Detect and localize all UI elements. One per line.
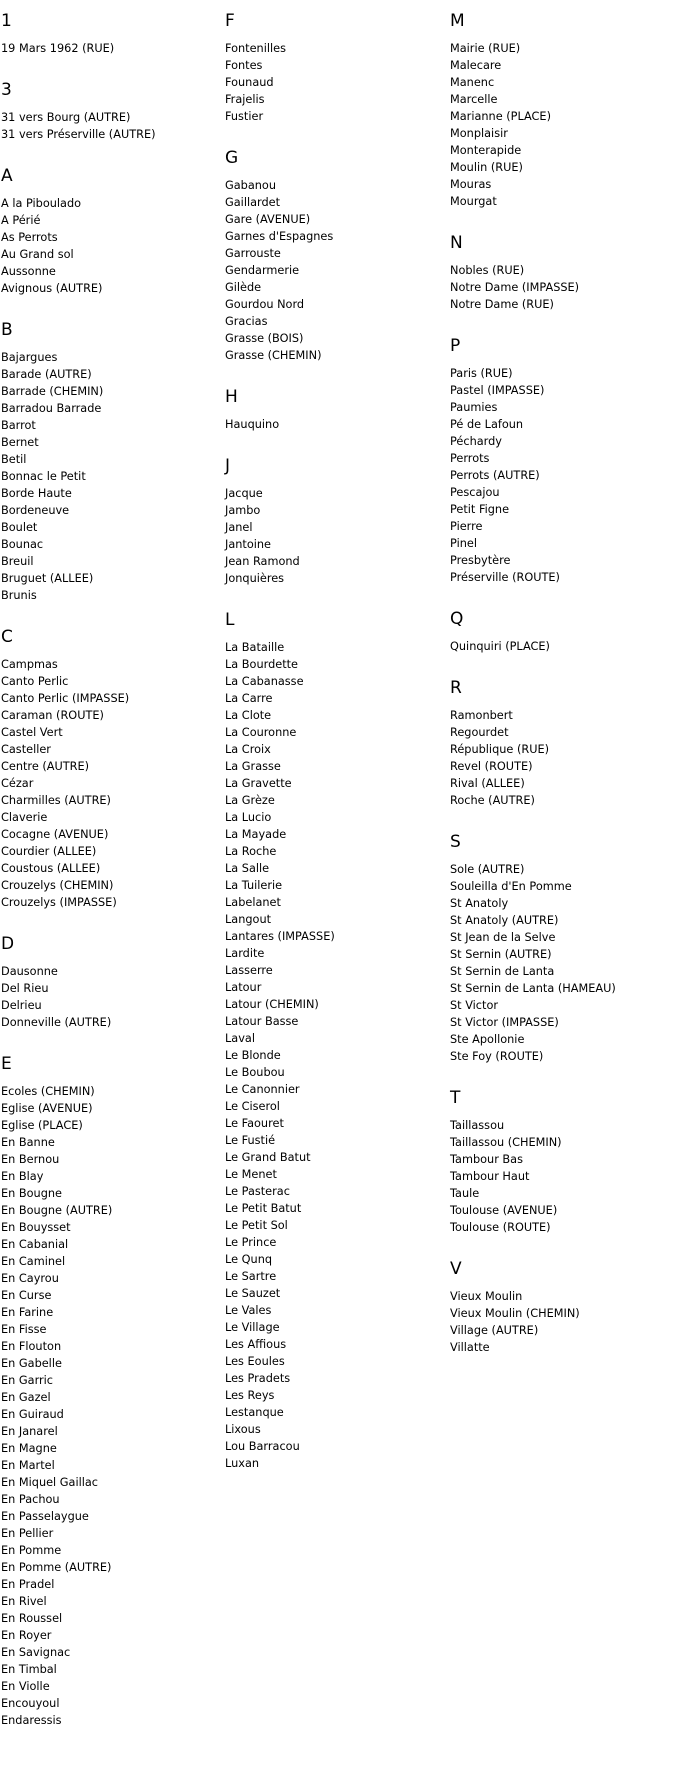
street-link[interactable]: Paris (RUE) — [450, 367, 513, 380]
letter-heading: H — [225, 387, 238, 407]
street-link[interactable]: En Pomme — [1, 1544, 62, 1557]
letter-heading: T — [450, 1088, 461, 1108]
street-link[interactable]: Toulouse (AVENUE) — [450, 1204, 558, 1217]
street-link[interactable]: Latour (CHEMIN) — [225, 998, 319, 1011]
street-link[interactable]: 19 Mars 1962 (RUE) — [1, 42, 115, 55]
street-link[interactable]: Betil — [1, 453, 27, 466]
street-link[interactable]: La Gravette — [225, 777, 292, 790]
street-link[interactable]: Paumies — [450, 401, 498, 414]
street-link[interactable]: Monplaisir — [450, 127, 508, 140]
street-link[interactable]: En Roussel — [1, 1612, 63, 1625]
street-link[interactable]: Crouzelys (CHEMIN) — [1, 879, 114, 892]
street-list — [450, 1117, 670, 1236]
letter-group — [225, 10, 445, 125]
street-link[interactable]: Jantoine — [225, 538, 272, 551]
index-column — [450, 10, 670, 1378]
street-link[interactable]: La Grèze — [225, 794, 275, 807]
street-list — [1, 656, 221, 911]
street-link[interactable]: Eglise (PLACE) — [1, 1119, 83, 1132]
street-link[interactable]: Barrade (CHEMIN) — [1, 385, 104, 398]
index-column — [1, 10, 221, 1751]
letter-group — [450, 677, 670, 809]
letter-group — [450, 10, 670, 210]
street-link[interactable]: Le Village — [225, 1321, 280, 1334]
street-link[interactable]: Boulet — [1, 521, 38, 534]
street-link[interactable]: Perrots (AUTRE) — [450, 469, 540, 482]
street-link[interactable]: En Bougne — [1, 1187, 62, 1200]
street-link[interactable]: Les Pradets — [225, 1372, 291, 1385]
street-link[interactable]: Ecoles (CHEMIN) — [1, 1085, 95, 1098]
street-link[interactable]: Mourgat — [450, 195, 497, 208]
street-link[interactable]: Toulouse (ROUTE) — [450, 1221, 551, 1234]
letter-heading: D — [1, 934, 15, 954]
street-link[interactable]: Regourdet — [450, 726, 509, 739]
street-link[interactable]: Pastel (IMPASSE) — [450, 384, 545, 397]
street-link[interactable]: Claverie — [1, 811, 48, 824]
street-link[interactable]: St Anatoly (AUTRE) — [450, 914, 559, 927]
letter-group — [225, 147, 445, 364]
street-link[interactable]: Gabanou — [225, 179, 277, 192]
street-link[interactable]: Borde Haute — [1, 487, 72, 500]
letter-group — [450, 608, 670, 655]
street-link[interactable]: Moulin (RUE) — [450, 161, 523, 174]
letter-heading: L — [225, 610, 235, 630]
street-link[interactable]: Presbytère — [450, 554, 511, 567]
street-link[interactable]: Vieux Moulin (CHEMIN) — [450, 1307, 580, 1320]
street-link[interactable]: Labelanet — [225, 896, 281, 909]
street-link[interactable]: Brunis — [1, 589, 37, 602]
street-link[interactable]: Le Prince — [225, 1236, 277, 1249]
street-link[interactable]: As Perrots — [1, 231, 58, 244]
street-link[interactable]: Gourdou Nord — [225, 298, 305, 311]
street-link[interactable]: Le Boubou — [225, 1066, 285, 1079]
street-link[interactable]: Bordeneuve — [1, 504, 70, 517]
street-link[interactable]: Revel (ROUTE) — [450, 760, 533, 773]
letter-heading: S — [450, 832, 461, 852]
street-link[interactable]: En Caminel — [1, 1255, 66, 1268]
street-link[interactable]: Courdier (ALLEE) — [1, 845, 97, 858]
street-link[interactable]: En Garric — [1, 1374, 54, 1387]
street-link[interactable]: Grasse (BOIS) — [225, 332, 304, 345]
street-link[interactable]: En Magne — [1, 1442, 57, 1455]
letter-group — [225, 609, 445, 1472]
street-link[interactable]: Le Fustié — [225, 1134, 276, 1147]
letter-heading: G — [225, 148, 239, 168]
letter-group — [450, 232, 670, 313]
street-link[interactable]: Ste Apollonie — [450, 1033, 525, 1046]
street-link[interactable]: En Bougne (AUTRE) — [1, 1204, 113, 1217]
street-link[interactable]: En Gazel — [1, 1391, 51, 1404]
street-link[interactable]: La Bataille — [225, 641, 285, 654]
street-link[interactable]: Notre Dame (RUE) — [450, 298, 554, 311]
street-link[interactable]: En Cabanial — [1, 1238, 69, 1251]
street-link[interactable]: Le Qunq — [225, 1253, 273, 1266]
street-list — [450, 365, 670, 586]
street-list — [1, 1083, 221, 1729]
street-link[interactable]: La Bourdette — [225, 658, 299, 671]
street-link[interactable]: St Victor — [450, 999, 499, 1012]
street-link[interactable]: Villatte — [450, 1341, 490, 1354]
street-link[interactable]: Lixous — [225, 1423, 261, 1436]
street-link[interactable]: Del Rieu — [1, 982, 49, 995]
street-link[interactable]: En Rivel — [1, 1595, 47, 1608]
street-link[interactable]: Perrots — [450, 452, 490, 465]
street-link[interactable]: Sole (AUTRE) — [450, 863, 525, 876]
street-link[interactable]: Bruguet (ALLEE) — [1, 572, 94, 585]
street-link[interactable]: Gilède — [225, 281, 262, 294]
street-link[interactable]: Malecare — [450, 59, 502, 72]
street-link[interactable]: Eglise (AVENUE) — [1, 1102, 93, 1115]
street-link[interactable]: Laval — [225, 1032, 255, 1045]
street-link[interactable]: Quinquiri (PLACE) — [450, 640, 550, 653]
street-link[interactable]: En Martel — [1, 1459, 55, 1472]
street-link[interactable]: Souleilla d'En Pomme — [450, 880, 572, 893]
street-link[interactable]: Ste Foy (ROUTE) — [450, 1050, 544, 1063]
letter-heading: J — [225, 456, 231, 476]
street-link[interactable]: Jonquières — [225, 572, 285, 585]
street-link[interactable]: Barradou Barrade — [1, 402, 102, 415]
street-link[interactable]: En Passelaygue — [1, 1510, 89, 1523]
street-link[interactable]: Garnes d'Espagnes — [225, 230, 334, 243]
street-link[interactable]: En Timbal — [1, 1663, 57, 1676]
street-link[interactable]: En Cayrou — [1, 1272, 59, 1285]
street-link[interactable]: Le Sauzet — [225, 1287, 281, 1300]
street-link[interactable]: Le Sartre — [225, 1270, 277, 1283]
street-link[interactable]: Roche (AUTRE) — [450, 794, 535, 807]
street-link[interactable]: Le Grand Batut — [225, 1151, 311, 1164]
street-link[interactable]: Le Petit Sol — [225, 1219, 288, 1232]
letter-group — [1, 10, 221, 57]
street-list — [450, 707, 670, 809]
letter-heading: F — [225, 11, 235, 31]
street-link[interactable]: En Pellier — [1, 1527, 54, 1540]
street-link[interactable]: En Pachou — [1, 1493, 60, 1506]
street-link[interactable]: Encouyoul — [1, 1697, 60, 1710]
street-link[interactable]: Pé de Lafoun — [450, 418, 524, 431]
letter-heading: C — [1, 627, 13, 647]
street-link[interactable]: En Janarel — [1, 1425, 58, 1438]
street-link[interactable]: Fontes — [225, 59, 263, 72]
letter-heading: M — [450, 11, 465, 31]
letter-group — [1, 1053, 221, 1729]
street-link[interactable]: Coustous (ALLEE) — [1, 862, 101, 875]
street-link[interactable]: Ramonbert — [450, 709, 513, 722]
letter-heading: R — [450, 678, 462, 698]
street-link[interactable]: Langout — [225, 913, 272, 926]
letter-heading: N — [450, 233, 463, 253]
letter-group — [1, 319, 221, 604]
street-link[interactable]: Lardite — [225, 947, 265, 960]
street-link[interactable]: En Curse — [1, 1289, 52, 1302]
street-link[interactable]: La Clote — [225, 709, 272, 722]
street-link[interactable]: St Victor (IMPASSE) — [450, 1016, 559, 1029]
street-link[interactable]: Barade (AUTRE) — [1, 368, 92, 381]
letter-heading: E — [1, 1054, 12, 1074]
street-link[interactable]: En Gabelle — [1, 1357, 62, 1370]
street-list — [225, 177, 445, 364]
street-link[interactable]: Bajargues — [1, 351, 58, 364]
street-link[interactable]: Le Ciserol — [225, 1100, 280, 1113]
letter-group — [450, 335, 670, 586]
street-link[interactable]: Frajelis — [225, 93, 265, 106]
street-link[interactable]: Le Menet — [225, 1168, 277, 1181]
street-link[interactable]: Mouras — [450, 178, 492, 191]
street-link[interactable]: Au Grand sol — [1, 248, 74, 261]
street-link[interactable]: En Miquel Gaillac — [1, 1476, 99, 1489]
street-link[interactable]: Vieux Moulin — [450, 1290, 523, 1303]
street-link[interactable]: Caraman (ROUTE) — [1, 709, 104, 722]
letter-heading: B — [1, 320, 13, 340]
street-link[interactable]: Grasse (CHEMIN) — [225, 349, 322, 362]
street-link[interactable]: St Sernin de Lanta — [450, 965, 555, 978]
letter-group — [1, 165, 221, 297]
street-link[interactable]: En Royer — [1, 1629, 52, 1642]
street-link[interactable]: Monterapide — [450, 144, 522, 157]
street-link[interactable]: St Jean de la Selve — [450, 931, 556, 944]
street-link[interactable]: Jambo — [225, 504, 261, 517]
street-link[interactable]: Taillassou — [450, 1119, 505, 1132]
street-link[interactable]: Avignous (AUTRE) — [1, 282, 103, 295]
street-link[interactable]: Taillassou (CHEMIN) — [450, 1136, 562, 1149]
letter-group — [1, 626, 221, 911]
street-list — [1, 963, 221, 1031]
street-link[interactable]: 31 vers Préserville (AUTRE) — [1, 128, 156, 141]
street-link[interactable]: En Savignac — [1, 1646, 71, 1659]
street-link[interactable]: La Tuilerie — [225, 879, 283, 892]
street-link[interactable]: Castel Vert — [1, 726, 63, 739]
street-link[interactable]: Marcelle — [450, 93, 498, 106]
street-link[interactable]: Casteller — [1, 743, 51, 756]
street-link[interactable]: Village (AUTRE) — [450, 1324, 539, 1337]
letter-group — [450, 1087, 670, 1236]
street-link[interactable]: En Farine — [1, 1306, 54, 1319]
street-link[interactable]: Tambour Haut — [450, 1170, 530, 1183]
street-link[interactable]: En Bouysset — [1, 1221, 71, 1234]
street-list — [1, 40, 221, 57]
street-link[interactable]: Dausonne — [1, 965, 58, 978]
street-link[interactable]: A la Piboulado — [1, 197, 82, 210]
street-link[interactable]: Cézar — [1, 777, 34, 790]
street-link[interactable]: St Sernin (AUTRE) — [450, 948, 552, 961]
street-link[interactable]: Lestanque — [225, 1406, 284, 1419]
street-link[interactable]: La Roche — [225, 845, 277, 858]
street-link[interactable]: Préserville (ROUTE) — [450, 571, 560, 584]
street-link[interactable]: Latour Basse — [225, 1015, 299, 1028]
street-link[interactable]: Mairie (RUE) — [450, 42, 521, 55]
street-link[interactable]: Pinel — [450, 537, 477, 550]
street-link[interactable]: Breuil — [1, 555, 34, 568]
street-link[interactable]: La Cabanasse — [225, 675, 304, 688]
street-link[interactable]: Founaud — [225, 76, 274, 89]
street-link[interactable]: A Périé — [1, 214, 41, 227]
street-list — [1, 195, 221, 297]
letter-group — [1, 933, 221, 1031]
letter-group — [1, 79, 221, 143]
street-link[interactable]: La Mayade — [225, 828, 287, 841]
street-link[interactable]: Le Canonnier — [225, 1083, 300, 1096]
street-link[interactable]: Bernet — [1, 436, 39, 449]
street-link[interactable]: La Couronne — [225, 726, 297, 739]
letter-heading: V — [450, 1259, 462, 1279]
street-link[interactable]: Petit Figne — [450, 503, 510, 516]
letter-group — [225, 386, 445, 433]
street-link[interactable]: Charmilles (AUTRE) — [1, 794, 111, 807]
street-list — [225, 485, 445, 587]
street-link[interactable]: République (RUE) — [450, 743, 550, 756]
letter-heading: 1 — [1, 11, 12, 31]
street-link[interactable]: Crouzelys (IMPASSE) — [1, 896, 117, 909]
street-link[interactable]: Endaressis — [1, 1714, 62, 1727]
street-link[interactable]: La Salle — [225, 862, 270, 875]
street-link[interactable]: Nobles (RUE) — [450, 264, 525, 277]
street-link[interactable]: Taule — [450, 1187, 480, 1200]
street-link[interactable]: Les Reys — [225, 1389, 275, 1402]
letter-group — [225, 455, 445, 587]
index-column — [225, 10, 445, 1494]
letter-group — [450, 831, 670, 1065]
street-link[interactable]: En Guiraud — [1, 1408, 64, 1421]
street-link[interactable]: Péchardy — [450, 435, 502, 448]
street-link[interactable]: En Pomme (AUTRE) — [1, 1561, 112, 1574]
street-link[interactable]: Janel — [225, 521, 253, 534]
letter-heading: P — [450, 336, 461, 356]
street-link[interactable]: Campmas — [1, 658, 58, 671]
street-link[interactable]: Pierre — [450, 520, 483, 533]
street-link[interactable]: Gare (AVENUE) — [225, 213, 311, 226]
street-list — [450, 40, 670, 210]
street-link[interactable]: En Banne — [1, 1136, 55, 1149]
letter-heading: Q — [450, 609, 464, 629]
street-link[interactable]: Fustier — [225, 110, 264, 123]
street-link[interactable]: Tambour Bas — [450, 1153, 523, 1166]
street-link[interactable]: Latour — [225, 981, 262, 994]
street-link[interactable]: En Fisse — [1, 1323, 47, 1336]
street-link[interactable]: Garrouste — [225, 247, 281, 260]
street-link[interactable]: Barrot — [1, 419, 36, 432]
street-link[interactable]: Canto Perlic — [1, 675, 69, 688]
street-link[interactable]: En Blay — [1, 1170, 44, 1183]
street-link[interactable]: Lou Barracou — [225, 1440, 300, 1453]
street-list — [450, 262, 670, 313]
street-link[interactable]: Manenc — [450, 76, 495, 89]
street-link[interactable]: La Carre — [225, 692, 273, 705]
street-link[interactable]: Les Affious — [225, 1338, 287, 1351]
street-link[interactable]: Le Blonde — [225, 1049, 281, 1062]
street-link[interactable]: Marianne (PLACE) — [450, 110, 551, 123]
street-link[interactable]: Donneville (AUTRE) — [1, 1016, 112, 1029]
street-list — [1, 349, 221, 604]
street-link[interactable]: En Flouton — [1, 1340, 62, 1353]
street-link[interactable]: Gendarmerie — [225, 264, 300, 277]
street-link[interactable]: Cocagne (AVENUE) — [1, 828, 109, 841]
street-list — [225, 416, 445, 433]
street-link[interactable]: En Violle — [1, 1680, 50, 1693]
street-link[interactable]: En Pradel — [1, 1578, 55, 1591]
street-link[interactable]: La Grasse — [225, 760, 281, 773]
street-link[interactable]: Le Vales — [225, 1304, 272, 1317]
street-link[interactable]: Le Petit Batut — [225, 1202, 302, 1215]
letter-heading: A — [1, 166, 13, 186]
street-link[interactable]: Canto Perlic (IMPASSE) — [1, 692, 130, 705]
street-link[interactable]: Le Pasterac — [225, 1185, 290, 1198]
street-link[interactable]: Les Eoules — [225, 1355, 285, 1368]
street-link[interactable]: 31 vers Bourg (AUTRE) — [1, 111, 131, 124]
street-list — [1, 109, 221, 143]
street-link[interactable]: St Anatoly — [450, 897, 509, 910]
street-link[interactable]: Hauquino — [225, 418, 280, 431]
street-list — [450, 1288, 670, 1356]
street-list — [225, 639, 445, 1472]
street-link[interactable]: Lantares (IMPASSE) — [225, 930, 335, 943]
letter-heading: 3 — [1, 80, 12, 100]
street-link[interactable]: En Bernou — [1, 1153, 60, 1166]
street-link[interactable]: Gaillardet — [225, 196, 281, 209]
street-link[interactable]: Centre (AUTRE) — [1, 760, 90, 773]
street-list — [225, 40, 445, 125]
street-link[interactable]: Le Faouret — [225, 1117, 284, 1130]
street-link[interactable]: Aussonne — [1, 265, 56, 278]
street-link[interactable]: Notre Dame (IMPASSE) — [450, 281, 580, 294]
street-list — [450, 638, 670, 655]
street-link[interactable]: Delrieu — [1, 999, 42, 1012]
street-link[interactable]: Lasserre — [225, 964, 273, 977]
street-link[interactable]: Jacque — [225, 487, 263, 500]
street-link[interactable]: Fontenilles — [225, 42, 286, 55]
street-link[interactable]: Bounac — [1, 538, 44, 551]
street-link[interactable]: La Lucio — [225, 811, 272, 824]
street-link[interactable]: Pescajou — [450, 486, 500, 499]
street-link[interactable]: Rival (ALLEE) — [450, 777, 525, 790]
street-link[interactable]: Gracias — [225, 315, 268, 328]
street-link[interactable]: Luxan — [225, 1457, 260, 1470]
street-link[interactable]: Bonnac le Petit — [1, 470, 86, 483]
street-link[interactable]: La Croix — [225, 743, 271, 756]
street-link[interactable]: St Sernin de Lanta (HAMEAU) — [450, 982, 616, 995]
letter-group — [450, 1258, 670, 1356]
street-list — [450, 861, 670, 1065]
street-link[interactable]: Jean Ramond — [225, 555, 300, 568]
